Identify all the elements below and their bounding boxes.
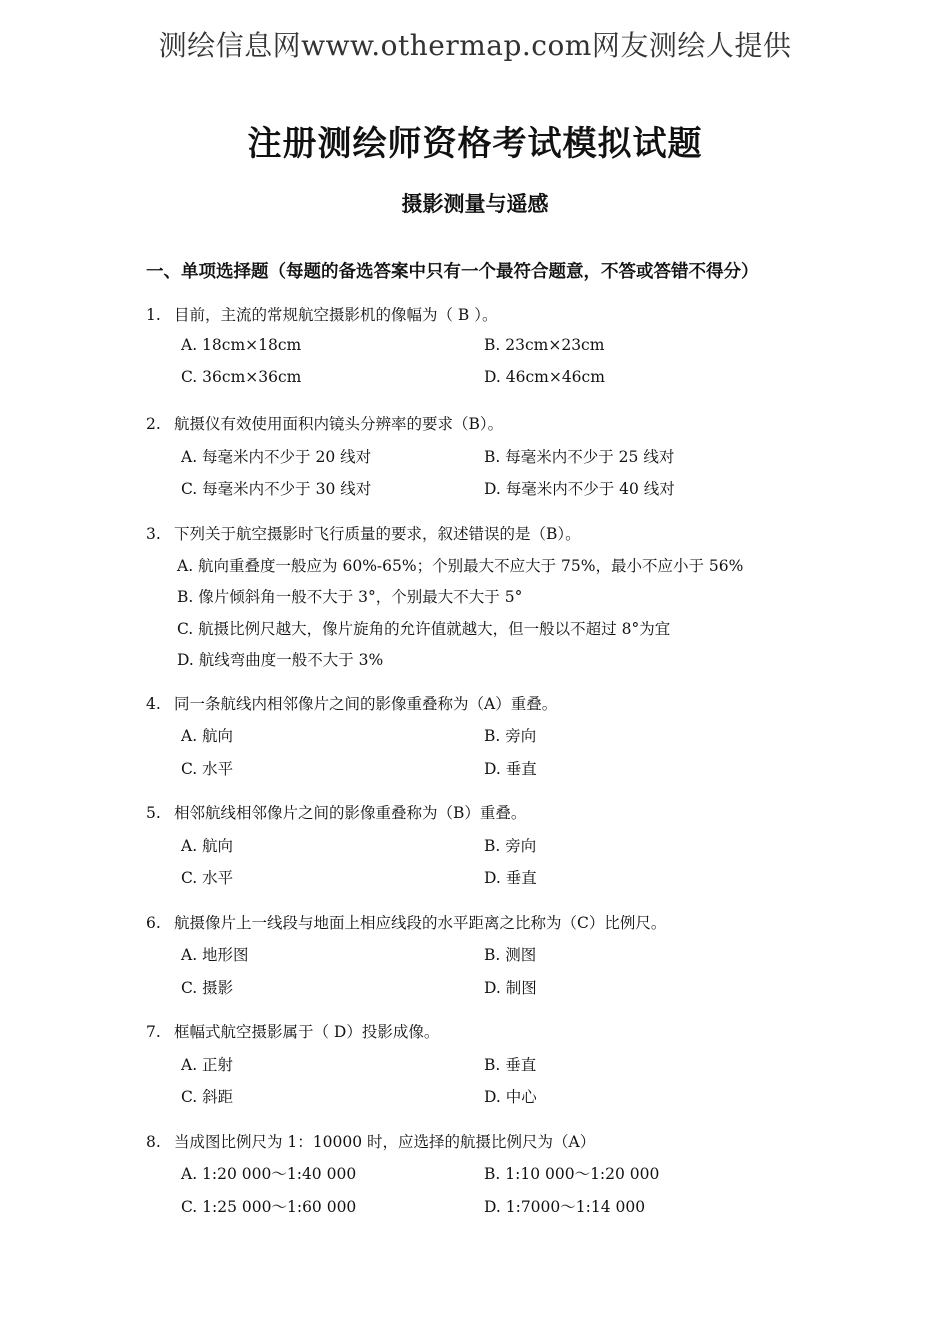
question-3-stem (146, 522, 581, 544)
question-4-option-a: A. 航向 (181, 727, 234, 745)
question-number: 4. (146, 695, 161, 713)
question-5-option-c: C. 水平 (181, 869, 234, 887)
question-text: 框幅式航空摄影属于（ D）投影成像。 (174, 1023, 440, 1041)
question-4-stem (146, 692, 557, 714)
question-5-option-b: B. 旁向 (484, 837, 537, 855)
question-8-option-c: C. 1:25 000～1:60 000 (181, 1198, 357, 1216)
question-text: 航摄仪有效使用面积内镜头分辨率的要求（B）。 (174, 415, 504, 433)
question-text: 目前，主流的常规航空摄影机的像幅为（ B ）。 (174, 306, 498, 324)
question-4-option-c: C. 水平 (181, 760, 234, 778)
question-6-option-d: D. 制图 (484, 979, 537, 997)
question-7-stem (146, 1020, 439, 1042)
question-1-stem (146, 303, 498, 325)
question-6-option-a: A. 地形图 (181, 946, 249, 964)
question-5-stem (146, 801, 526, 823)
question-3-option-c: C. 航摄比例尺越大，像片旋角的允许值就越大，但一般以不超过 8°为宜 (177, 620, 671, 638)
question-3-option-b: B. 像片倾斜角一般不大于 3°，个别最大不大于 5° (177, 588, 523, 606)
question-1-option-a: A. 18cm×18cm (181, 336, 302, 354)
question-number: 1. (146, 306, 161, 324)
question-3-option-d: D. 航线弯曲度一般不大于 3% (177, 651, 384, 669)
question-6-option-c: C. 摄影 (181, 979, 234, 997)
question-text: 下列关于航空摄影时飞行质量的要求，叙述错误的是（B）。 (174, 525, 581, 543)
question-6-option-b: B. 测图 (484, 946, 537, 964)
question-number: 8. (146, 1133, 161, 1151)
page-subtitle: 摄影测量与遥感 (401, 191, 549, 216)
question-7-option-c: C. 斜距 (181, 1088, 234, 1106)
question-4-option-d: D. 垂直 (484, 760, 537, 778)
question-2-option-d: D. 每毫米内不少于 40 线对 (484, 480, 675, 498)
question-4-option-b: B. 旁向 (484, 727, 537, 745)
watermark: 测绘信息网www.othermap.com网友测绘人提供 (158, 29, 792, 62)
question-7-option-d: D. 中心 (484, 1088, 537, 1106)
question-1-option-b: B. 23cm×23cm (484, 336, 605, 354)
question-2-option-c: C. 每毫米内不少于 30 线对 (181, 480, 372, 498)
page-title: 注册测绘师资格考试模拟试题 (247, 124, 703, 164)
question-number: 3. (146, 525, 161, 543)
question-5-option-d: D. 垂直 (484, 869, 537, 887)
question-text: 同一条航线内相邻像片之间的影像重叠称为（A）重叠。 (174, 695, 558, 713)
question-number: 5. (146, 804, 161, 822)
question-8-stem (146, 1130, 595, 1152)
question-7-option-b: B. 垂直 (484, 1056, 537, 1074)
question-6-stem (146, 911, 666, 933)
question-2-option-a: A. 每毫米内不少于 20 线对 (181, 448, 372, 466)
question-7-option-a: A. 正射 (181, 1056, 234, 1074)
question-8-option-d: D. 1:7000～1:14 000 (484, 1198, 646, 1216)
question-text: 航摄像片上一线段与地面上相应线段的水平距离之比称为（C）比例尺。 (174, 914, 667, 932)
question-text: 当成图比例尺为 1：10000 时，应选择的航摄比例尺为（A） (174, 1133, 596, 1151)
section-heading: 一、单项选择题（每题的备选答案中只有一个最符合题意，不答或答错不得分） (146, 262, 759, 282)
question-number: 2. (146, 415, 161, 433)
question-1-option-c: C. 36cm×36cm (181, 368, 302, 386)
question-number: 7. (146, 1023, 161, 1041)
question-2-stem (146, 412, 503, 434)
question-1-option-d: D. 46cm×46cm (484, 368, 605, 386)
question-text: 相邻航线相邻像片之间的影像重叠称为（B）重叠。 (174, 804, 527, 822)
question-8-option-a: A. 1:20 000～1:40 000 (181, 1165, 357, 1183)
question-5-option-a: A. 航向 (181, 837, 234, 855)
question-3-option-a: A. 航向重叠度一般应为 60%-65%；个别最大不应大于 75%，最小不应小于 56% (177, 557, 744, 575)
question-number: 6. (146, 914, 161, 932)
question-2-option-b: B. 每毫米内不少于 25 线对 (484, 448, 675, 466)
question-8-option-b: B. 1:10 000～1:20 000 (484, 1165, 660, 1183)
